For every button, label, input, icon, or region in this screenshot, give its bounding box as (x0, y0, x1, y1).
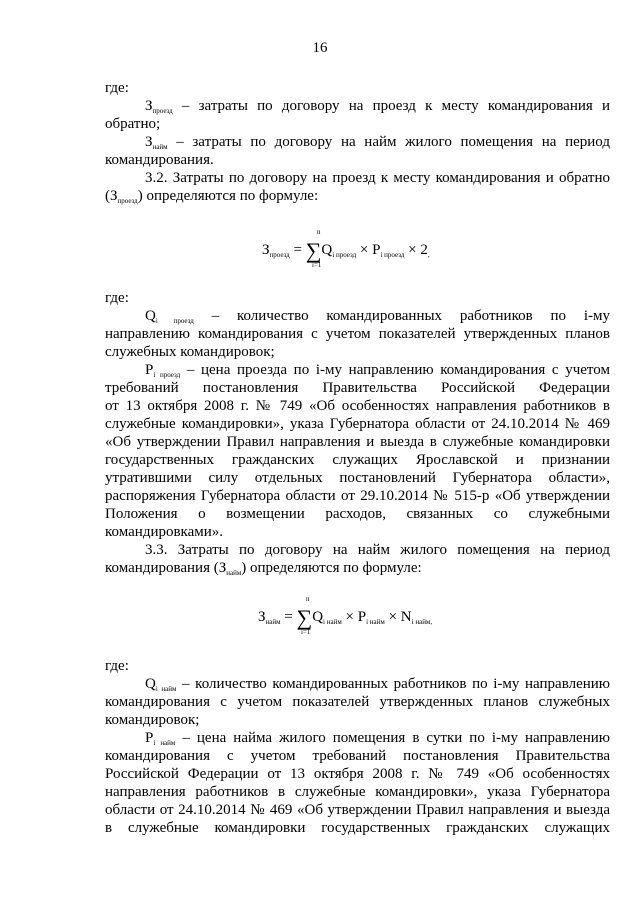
def-p-proezd-line: «Об утверждении Правил направления и выезда в служебные командировки (105, 434, 610, 450)
subscript: найм (152, 143, 168, 151)
def-p-proezd-line: распоряжения Губернатора области от 29.10.2014 № 515-р «Об утверждении (105, 488, 610, 504)
paragraph-3-3-line1: 3.3. Затраты по договору на найм жилого помещения на период (145, 542, 610, 558)
subscript: найм (226, 569, 242, 577)
where-label-3: где: (105, 658, 129, 674)
formula-p-sub: i проезд (380, 251, 405, 259)
times-sign: × (345, 609, 354, 625)
formula-end: , (430, 618, 433, 626)
subscript: i найм (153, 739, 176, 747)
def-p-proezd-line: утратившими силу отдельных постановлений Губернатора области», (105, 470, 610, 486)
times-sign: × (408, 242, 417, 258)
symbol: З (145, 98, 153, 114)
paren-open: ( (105, 188, 110, 204)
formula-q: Q (321, 242, 333, 258)
where-label-1: где: (105, 80, 129, 96)
symbol: Q (145, 308, 156, 324)
formula-n-sub: i найм (411, 618, 431, 626)
subscript: i найм (155, 685, 177, 693)
paragraph-text: командирования ( (105, 560, 219, 576)
def-p-proezd-line: государственных гражданских служащих Ярославской и признании (105, 452, 610, 468)
definition-text: – затраты по договору на проезд к месту командирования и (172, 98, 610, 114)
definition-text: – цена найма жилого помещения в сутки по i-му направлению (175, 730, 610, 746)
symbol: P (145, 730, 154, 746)
def-z-naim (145, 134, 610, 156)
def-q-proezd-line: направлению командирования с учетом показателей утвержденных планов (105, 326, 610, 342)
formula-multiplier: 2 (420, 242, 428, 258)
definition-text: – цена проезда по i-му направлению командирования с учетом (180, 362, 610, 378)
def-p-naim-line: направления работников в служебные командировки», указа Губернатора (105, 784, 610, 800)
symbol: З (145, 134, 153, 150)
def-p-proezd-line: требований постановления Правительства Российской Федерации (105, 380, 610, 396)
def-p-naim-line: в служебные командировки государственных гражданских служащих (105, 820, 610, 836)
paragraph-3-2-line2 (105, 188, 318, 210)
definition-text: – затраты по договору на найм жилого помещения на период (167, 134, 610, 150)
formula-lhs-sub: найм (265, 618, 281, 626)
subscript: i проезд (155, 317, 194, 325)
formula-p: P (372, 242, 381, 258)
def-q-naim-line: командировок; (105, 712, 200, 728)
symbol: З (110, 188, 118, 204)
paragraph-3-3-line2 (105, 560, 422, 582)
subscript: проезд (152, 107, 173, 115)
def-p-naim-line: Российской Федерации от 13 октября 2008 г. № 749 «Об особенностях (105, 766, 610, 782)
sum-icon: ∑ (305, 238, 322, 263)
def-p-proezd-line: командировками». (105, 524, 224, 540)
paragraph-3-2-line1: 3.2. Затраты по договору на проезд к месту командирования и обратно (145, 170, 610, 186)
sum-upper-limit: n (306, 595, 310, 603)
times-sign: × (388, 609, 398, 625)
def-q-naim-line: командирования с учетом показателей утвержденных планов служебных (105, 694, 610, 710)
subscript: проезд (117, 197, 138, 205)
formula-n: N (400, 609, 412, 625)
where-label-2: где: (105, 290, 129, 306)
def-z-proezd (145, 98, 610, 120)
symbol: Q (145, 676, 156, 692)
def-p-naim-line: командирования с учетом требований постановления Правительства (105, 748, 610, 764)
formula-lhs: З (258, 609, 266, 625)
times-sign: × (359, 242, 369, 258)
def-p-proezd-line: служебные командировки», указа Губернатора области от 24.10.2014 № 469 (105, 416, 610, 432)
formula-p: P (357, 609, 367, 625)
subscript: i проезд (153, 371, 181, 379)
sum-lower-limit: i=1 (312, 261, 322, 269)
definition-text: – количество командированных работников по i-му (193, 308, 610, 324)
def-p-naim-line: области от 24.10.2014 № 469 «Об утверждении Правил направления и выезда (105, 802, 610, 818)
formula-lhs: З (262, 242, 270, 258)
def-p-proezd-line: от 13 октября 2008 г. № 749 «Об особенностях направления работников в (105, 398, 610, 414)
formula-end: , (427, 251, 430, 259)
formula-naim (258, 605, 432, 631)
page-number: 16 (312, 40, 328, 56)
symbol: З (218, 560, 227, 576)
formula-q: Q (312, 609, 324, 625)
formula-p-sub: i найм (366, 618, 385, 626)
paragraph-text: ) определяются по формуле: (241, 560, 422, 576)
paragraph-text: ) определяются по формуле: (137, 188, 319, 204)
def-z-proezd-cont: обратно; (105, 116, 161, 132)
symbol: P (145, 362, 154, 378)
formula-q-sub: i найм (323, 618, 342, 626)
formula-q-sub: i проезд (332, 251, 357, 259)
def-p-proezd-line: Положения о возмещении расходов, связанных со служебными (105, 506, 610, 522)
sum-icon: ∑ (296, 605, 313, 630)
equals-sign: = (284, 609, 293, 625)
definition-text: – количество командированных работников по i-му направлению (176, 676, 610, 692)
formula-lhs-sub: проезд (269, 251, 290, 259)
def-z-naim-cont: командирования. (105, 152, 214, 168)
def-q-proezd-line: служебных командировок; (105, 344, 275, 360)
equals-sign: = (293, 242, 302, 258)
formula-proezd (262, 238, 430, 264)
sum-lower-limit: i=1 (301, 628, 311, 636)
sum-upper-limit: n (317, 228, 321, 236)
